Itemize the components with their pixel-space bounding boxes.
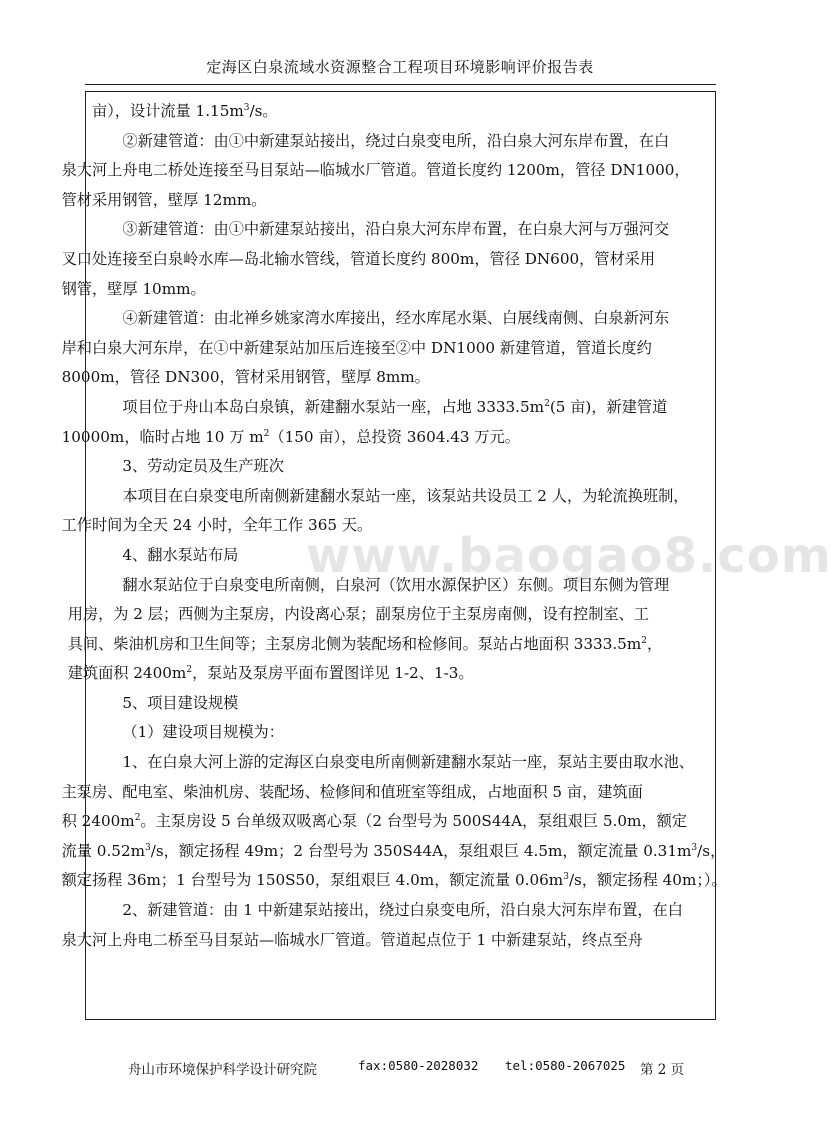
paragraph-pump-layout: 翻水泵站位于白泉变电所南侧，白泉河（饮用水源保护区）东侧。项目东侧为管理 用房，为 2 层；西侧为主泵房，内设离心泵；副泵房位于主泵房南侧，设有控制室、工 具间、柴油机房和卫生间等；主泵房北侧为装配场和检修间。泵站占地面积 $3333.5m^2$， 建筑面积 $2400m^2$，泵站及泵房平面布置图详见 1-2、1-3。 xyxy=(67,575,670,683)
subsection-heading-scale: （1）建设项目规模为： xyxy=(122,723,284,742)
paragraph-project-location: 项目位于舟山本岛白泉镇，新建翻水泵站一座，占地 $3333.5m^2(5$ 亩)，新建管道 10000m，临时占地 10 万 $m^2(150$ 亩），总投资 3604.43 万元。 xyxy=(61,397,668,446)
paragraph-design-flow: 亩），设计流量 $1.15m^3/s$。 xyxy=(92,102,278,120)
section-heading-staffing: 3、劳动定员及生产班次 xyxy=(122,457,284,476)
paragraph-pump-station-scale: 1、在白泉大河上游的定海区白泉变电所南侧新建翻水泵站一座，泵站主要由取水池、 主泵房、配电室、柴油机房、装配场、检修间和值班室等组成，占地面积 5 亩，建筑面 积 $2400m^2$。主泵房设 5 台单级双吸离心泵（2 台型号为 500S44A，泵组艰巨 5.0m，额定 流量 $0.52m^3/s$，额定扬程 49m；2 台型号为 350S44A，泵组艰巨 4.5m，额定流量 $0.31m^3/s$， 额定扬程 36m；1 台型号为 150S50，泵组艰巨 4.0m，额定流量 $0.06m^3/s$，额定扬程 40m；）。 xyxy=(61,753,727,890)
watermark: www.baogao8.com xyxy=(306,528,832,584)
paragraph-pipeline-2: ②新建管道：由①中新建泵站接出，绕过白泉变电所，沿白泉大河东岸布置，在白 泉大河上舟电二桥处连接至马目泵站—临城水厂管道。管道长度约 1200m，管径 DN1000， 管材采用钢管，壁厚 12mm。 xyxy=(61,131,690,209)
paragraph-new-pipeline: 2、新建管道：由 1 中新建泵站接出，绕过白泉变电所，沿白泉大河东岸布置，在白 泉大河上舟电二桥至马目泵站—临城水厂管道。管道起点位于 1 中新建泵站，终点至舟 xyxy=(61,901,683,949)
document-body xyxy=(61,97,727,955)
section-heading-pump-layout: 4、翻水泵站布局 xyxy=(122,545,239,564)
paragraph-pipeline-3: ③新建管道：由①中新建泵站接出，沿白泉大河东岸布置，在白泉大河与万强河交 叉口处连接至白泉岭水库—岛北输水管线，管道长度约 800m，管径 DN600，管材采用 钢管，壁厚 10mm。 xyxy=(61,220,670,298)
section-heading-scale: 5、项目建设规模 xyxy=(122,693,239,712)
page-header-title: 定海区白泉流域水资源整合工程项目环境影响评价报告表 xyxy=(206,58,594,76)
footer-page-number: 第 2 页 xyxy=(640,1062,685,1078)
footer-organization: 舟山市环境保护科学设计研究院 xyxy=(128,1062,317,1078)
header-rule xyxy=(85,84,716,85)
paragraph-staffing: 本项目在白泉变电所南侧新建翻水泵站一座，该泵站共设员工 2 人，为轮流换班制， 工作时间为全天 24 小时，全年工作 365 天。 xyxy=(61,486,689,535)
footer-tel: tel:0580-2067025 xyxy=(505,1058,626,1073)
footer-fax: fax:0580-2028032 xyxy=(358,1058,479,1073)
paragraph-pipeline-4: ④新建管道：由北禅乡姚家湾水库接出，经水库尾水渠、白展线南侧、白泉新河东 岸和白泉大河东岸，在①中新建泵站加压后连接至②中 DN1000 新建管道，管道长度约 8000m，管径 DN300，管材采用钢管，壁厚 8mm。 xyxy=(61,309,670,387)
